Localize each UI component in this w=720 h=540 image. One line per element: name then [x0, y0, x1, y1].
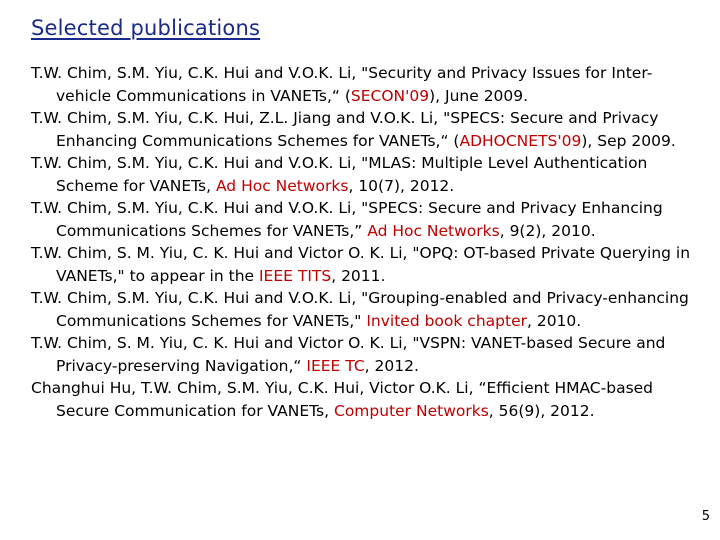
- publication-text: T.W. Chim, S.M. Yiu, C.K. Hui and V.O.K. Li, "MLAS: Multiple Level Authentication Scheme for VANETs,: [31, 154, 648, 195]
- publication-item: [31, 107, 703, 152]
- publication-text: T.W. Chim, S.M. Yiu, C.K. Hui and V.O.K. Li, "Security and Privacy Issues for Inter-vehicle Communications in VANETs,“ (: [31, 64, 653, 105]
- publication-item: [31, 197, 703, 242]
- publication-text: , 56(9), 2012.: [488, 401, 595, 420]
- publication-venue: ADHOCNETS'09: [459, 131, 582, 150]
- publication-venue: SECON'09: [350, 86, 430, 105]
- publication-text: T.W. Chim, S.M. Yiu, C.K. Hui and V.O.K. Li, "SPECS: Secure and Privacy Enhancing Communications Schemes for VANETs,”: [31, 199, 663, 240]
- publication-text: Changhui Hu, T.W. Chim, S.M. Yiu, C.K. Hui, Victor O.K. Li, “Efficient HMAC-based Secure Communication for VANETs,: [31, 379, 654, 420]
- publication-text: , 9(2), 2010.: [499, 221, 596, 240]
- publication-text: ), Sep 2009.: [581, 131, 676, 150]
- publication-item: [31, 62, 703, 107]
- page-number: 5: [701, 509, 710, 524]
- publication-text: ), June 2009.: [429, 86, 529, 105]
- publication-item: [31, 152, 703, 197]
- publication-text: , 10(7), 2012.: [348, 176, 455, 195]
- publication-item: [31, 287, 703, 332]
- publication-venue: Ad Hoc Networks: [215, 176, 349, 195]
- publication-item: [31, 332, 703, 377]
- publication-text: , 2012.: [364, 356, 419, 375]
- publication-text: T.W. Chim, S.M. Yiu, C.K. Hui and V.O.K. Li, "Grouping-enabled and Privacy-enhancing Communications Schemes for VANETs,": [31, 289, 689, 330]
- publication-text: T.W. Chim, S. M. Yiu, C. K. Hui and Victor O. K. Li, "OPQ: OT-based Private Querying in VANETs," to appear in the: [31, 244, 691, 285]
- publication-venue: Computer Networks: [334, 401, 489, 420]
- publication-venue: IEEE TC: [306, 356, 365, 375]
- publication-item: [31, 242, 703, 287]
- publication-text: , 2010.: [526, 311, 582, 330]
- publication-list: [31, 62, 703, 422]
- publication-text: , 2011.: [331, 266, 386, 285]
- publication-venue: Invited book chapter: [366, 311, 527, 330]
- publication-venue: Ad Hoc Networks: [367, 221, 500, 240]
- publication-venue: IEEE TITS: [258, 266, 332, 285]
- publication-item: [31, 377, 703, 422]
- publication-text: T.W. Chim, S. M. Yiu, C. K. Hui and Victor O. K. Li, "VSPN: VANET-based Secure and Privacy-preserving Navigation,“: [31, 334, 666, 375]
- publication-text: T.W. Chim, S.M. Yiu, C.K. Hui, Z.L. Jiang and V.O.K. Li, "SPECS: Secure and Privacy Enhancing Communications Schemes for VANETs,“ (: [31, 109, 659, 150]
- page-title: Selected publications: [31, 16, 261, 40]
